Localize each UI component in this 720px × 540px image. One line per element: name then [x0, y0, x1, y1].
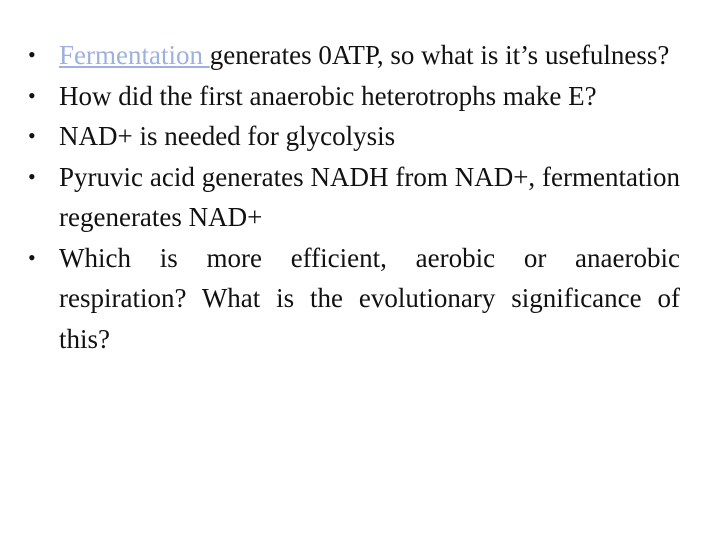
bullet-text: Pyruvic acid generates NADH from NAD+, fermentation regenerates NAD+ — [59, 161, 680, 232]
bullet-text: Which is more efficient, aerobic or anaerobic respiration? What is the evolutionary significance of this? — [59, 242, 680, 354]
bullet-icon: • — [28, 244, 36, 270]
bullet-text: NAD+ is needed for glycolysis — [59, 121, 396, 151]
bullet-icon: • — [28, 163, 36, 189]
bullet-item-nad-glycolysis — [28, 116, 680, 157]
bullet-icon: • — [28, 42, 36, 67]
bullet-list — [28, 35, 680, 359]
bullet-text: How did the first anaerobic heterotrophs make E? — [59, 80, 597, 111]
bullet-text: generates 0ATP, so what is it’s usefulness? — [209, 40, 670, 70]
bullet-item-pyruvic-acid — [28, 157, 680, 238]
fermentation-link[interactable]: Fermentation — [59, 40, 210, 70]
bullet-item-fermentation — [28, 35, 680, 76]
bullet-icon: • — [28, 82, 36, 108]
bullet-item-anaerobic-heterotrophs — [28, 76, 680, 117]
bullet-icon: • — [28, 123, 36, 148]
bullet-item-efficiency-question — [28, 238, 680, 360]
